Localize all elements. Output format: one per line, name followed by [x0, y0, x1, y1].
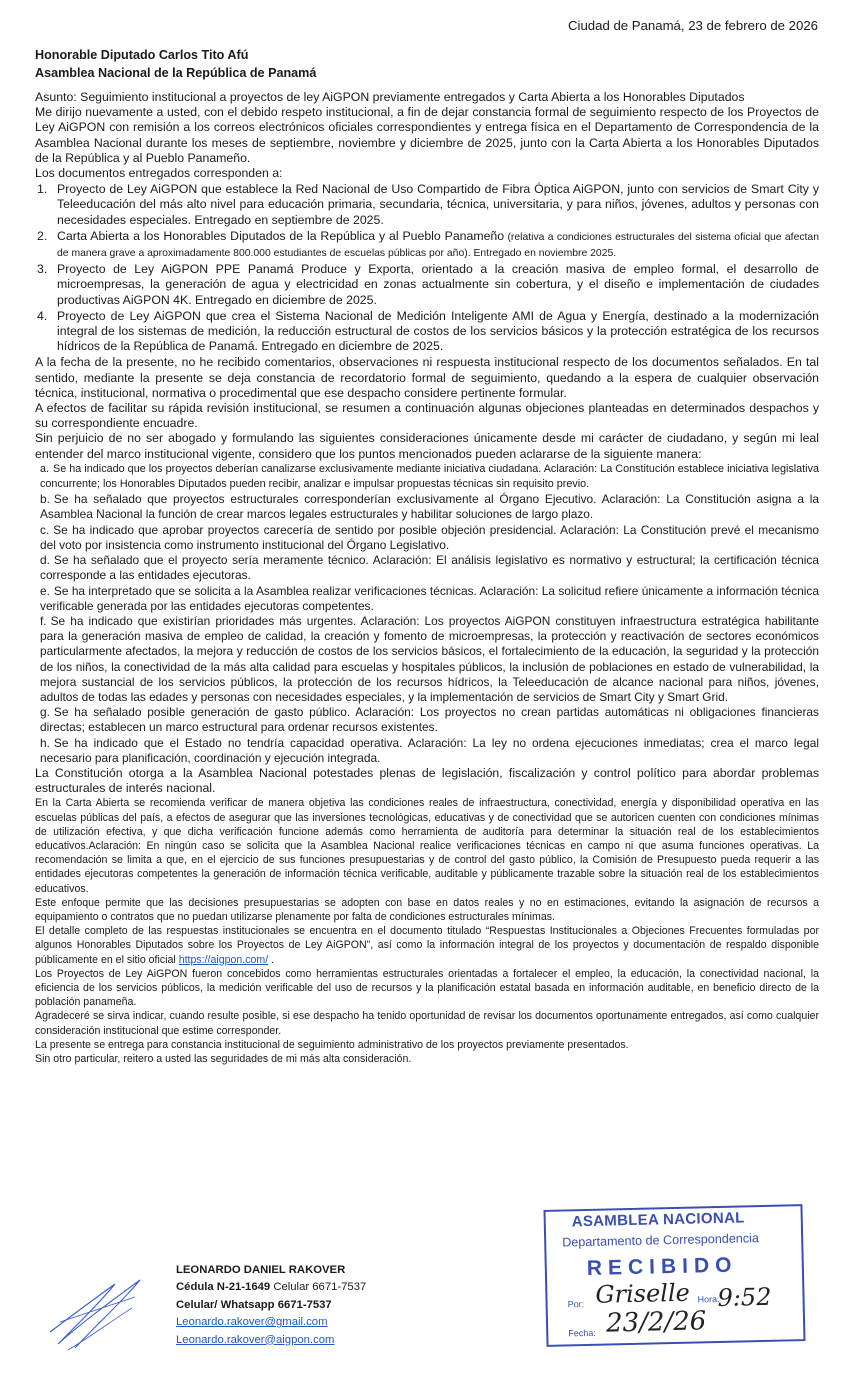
- stamp-por-value: Griselle: [595, 1278, 691, 1309]
- paragraph-text: El detalle completo de las respuestas institucionales se encuentra en el documento titulado “Respuestas Institucionales a Objeciones Frecuentes formuladas por algunos Honorables Diputados sobre los Proyectos de Ley AiGPON”, así como la información integral de los proyectos y documentación de respaldo disponible públicamente en el sitio oficial: [35, 925, 819, 966]
- objection-item: [35, 736, 819, 766]
- objection-item: [35, 523, 819, 553]
- document-text: Proyecto de Ley AiGPON que establece la Red Nacional de Uso Compartido de Fibra Óptica AiGPON, junto con servicios de Smart City y Teleeducación del más alto nivel para educación primaria, secundaria, técnica, universitaria, y para niños, jóvenes, adultos y personas con necesidades especiales. Entregado en septiembre de 2025.: [57, 182, 819, 227]
- objection-item: [35, 584, 819, 614]
- received-stamp: [543, 1204, 805, 1347]
- paragraph: A efectos de facilitar su rápida revisión institucional, se resumen a continuación algunas objeciones planteadas en determinados despachos y su correspondiente encuadre.: [35, 401, 819, 431]
- stamp-por-label: Por:: [567, 1299, 585, 1310]
- paragraph: Los documentos entregados corresponden a:: [35, 166, 283, 181]
- document-number: 2.: [37, 228, 48, 243]
- signer-email-link[interactable]: Leonardo.rakover@aigpon.com: [176, 1333, 335, 1346]
- objection-text: Se ha señalado que proyectos estructurales corresponderían exclusivamente al Órgano Ejecutivo. Aclaración: La Constitución asigna a la Asamblea Nacional la función de crear marcos legales estructurales y habilitar soluciones de largo plazo.: [40, 492, 819, 522]
- objection-key: h.: [40, 735, 50, 750]
- objection-key: g.: [40, 705, 50, 720]
- objection-key: a.: [40, 462, 50, 475]
- signer-phone: Celular 6671-7537: [270, 1281, 367, 1294]
- document-note: (relativa a condiciones estructurales del sistema oficial que afectan de manera grave a aproximadamente 800.000 estudiantes de escuelas públicas por año). Entregado en noviembre 2025.: [57, 231, 819, 260]
- stamp-hora-label: Hora:: [697, 1293, 720, 1305]
- document-item: [35, 262, 819, 308]
- paragraph: A la fecha de la presente, no he recibido comentarios, observaciones ni respuesta institucional respecto de los documentos señalados. En tal sentido, mediante la presente se deja constancia de recordatorio formal de seguimiento, quedando a la espera de cualquier observación técnica, institucional, normativa o procedimental que ese despacho considere pertinente formular.: [35, 355, 819, 400]
- document-number: 1.: [37, 182, 48, 197]
- handwritten-signature: [40, 1262, 160, 1357]
- website-link[interactable]: https://aigpon.com/: [178, 953, 269, 966]
- objection-item: [35, 614, 819, 705]
- signature-block: [176, 1262, 366, 1349]
- paragraph: [35, 924, 819, 967]
- letter-body: [35, 90, 819, 1066]
- signer-whatsapp: Celular/ Whatsapp 6671-7537: [176, 1298, 332, 1311]
- objection-key: e.: [40, 583, 50, 598]
- stamp-fecha-value: 23/2/26: [605, 1306, 707, 1339]
- recipient-block: [35, 46, 316, 82]
- objection-item: [35, 705, 819, 735]
- document-item: [35, 309, 819, 355]
- letter-date: Ciudad de Panamá, 23 de febrero de 2026: [567, 18, 818, 33]
- objection-text: Se ha indicado que los proyectos deberían canalizarse exclusivamente mediante iniciativa ciudadana. Aclaración: La Constitución establece iniciativa legislativa concurrente; los Honorables Diputados pueden recibir, analizar e impulsar propuestas técnicas sin requisito previo.: [40, 462, 819, 491]
- recipient-name: Honorable Diputado Carlos Tito Afú: [35, 48, 249, 62]
- paragraph: Sin otro particular, reitero a usted las seguridades de mi más alta consideración.: [35, 1053, 412, 1065]
- objection-text: Se ha interpretado que se solicita a la Asamblea realizar verificaciones técnicas. Aclaración: La solicitud refiere únicamente a información técnica verificable generada por las entidades ejecutoras competentes.: [40, 583, 819, 613]
- paragraph: La Constitución otorga a la Asamblea Nacional potestades plenas de legislación, fiscalización y control político para abordar problemas estructurales de interés nacional.: [35, 765, 819, 796]
- document-item: [35, 182, 819, 228]
- objection-text: Se ha señalado que el proyecto sería meramente técnico. Aclaración: El análisis legislativo es normativo y estructural; la certificación técnica corresponde a las entidades ejecutoras.: [40, 553, 819, 583]
- paragraph: En la Carta Abierta se recomienda verificar de manera objetiva las condiciones reales de infraestructura, conectividad, energía y disponibilidad operativa en las escuelas públicas del país, a efectos de asegurar que las inversiones tecnológicas, educativas y de conectividad que se autoricen cuenten con condiciones mínimas de utilización efectiva, y que dicha verificación funcione además como herramienta de auditoría para determinar la situación real de los establecimientos educativos.Aclaración: En ningún caso se solicita que la Asamblea Nacional realice verificaciones técnicas en campo ni que asuma funciones operativas. La recomendación se limita a que, en el ejercicio de sus funciones presupuestarias y de control del gasto público, la Comisión de Presupuesto pueda requerir a las entidades ejecutoras competentes la generación de información técnica verificable, auditable y públicamente trazable sobre la situación real de los establecimientos educativos.: [35, 797, 819, 895]
- signer-email-link[interactable]: Leonardo.rakover@gmail.com: [176, 1316, 328, 1329]
- paragraph: La presente se entrega para constancia institucional de seguimiento administrativo de los proyectos previamente presentados.: [35, 1038, 629, 1051]
- paragraph: Agradeceré se sirva indicar, cuando resulte posible, si ese despacho ha tenido oportunidad de revisar los documentos oportunamente entregados, así como cualquier consideración institucional que estime corresponder.: [35, 1010, 819, 1037]
- stamp-status: RECIBIDO: [586, 1253, 738, 1280]
- stamp-fecha-label: Fecha:: [568, 1327, 596, 1339]
- objection-text: Se ha indicado que el Estado no tendría capacidad operativa. Aclaración: La ley no ordena ejecuciones inmediatas; crea el marco legal necesario para planificación, coordinación y ejecución integrada.: [40, 735, 819, 765]
- paragraph: Me dirijo nuevamente a usted, con el debido respeto institucional, a fin de dejar constancia formal de seguimiento respecto de los Proyectos de Ley AiGPON con remisión a los correos electrónicos oficiales correspondientes y entrega física en el Departamento de Correspondencia de la Asamblea Nacional durante los meses de septiembre, noviembre y diciembre de 2025, junto con la Carta Abierta a los Honorables Diputados de la República y al Pueblo Panameño.: [35, 105, 819, 165]
- stamp-hora-value: 9:52: [717, 1282, 772, 1313]
- objection-text: Se ha señalado posible generación de gasto público. Aclaración: Los proyectos no crean partidas automáticas ni obligaciones financieras directas; establecen un marco estructural para ordenar recursos existentes.: [40, 705, 819, 735]
- paragraph-text: .: [268, 953, 275, 966]
- paragraph: Los Proyectos de Ley AiGPON fueron concebidos como herramientas estructurales orientadas a fortalecer el empleo, la educación, la conectividad nacional, la eficiencia de los servicios públicos, la medición verificable del uso de recursos y la planificación estatal basada en información auditable, en beneficio directo de la población panameña.: [35, 967, 819, 1009]
- document-text: Carta Abierta a los Honorables Diputados de la República y al Pueblo Panameño: [57, 228, 505, 243]
- paragraph: Sin perjuicio de no ser abogado y formulando las siguientes consideraciones únicamente desde mi carácter de ciudadano, y según mi leal entender del marco institucional vigente, considero que los puntos mencionados pueden aclararse de la siguiente manera:: [35, 431, 819, 461]
- document-number: 3.: [37, 262, 48, 277]
- objection-item: [35, 492, 819, 522]
- paragraph: Este enfoque permite que las decisiones presupuestarias se adopten con base en datos reales y no en estimaciones, evitando la asignación de recursos a equipamiento o contratos que no puedan utilizarse plenamente por falta de condiciones estructurales mínimas.: [35, 896, 819, 923]
- objection-item: [35, 462, 819, 492]
- objection-item: [35, 553, 819, 583]
- objection-key: f.: [40, 613, 47, 628]
- signer-id-line: [176, 1279, 366, 1296]
- subject-line: Asunto: Seguimiento institucional a proyectos de ley AiGPON previamente entregados y Carta Abierta a los Honorables Diputados: [35, 90, 745, 104]
- signer-name: LEONARDO DANIEL RAKOVER: [176, 1264, 346, 1276]
- recipient-org: Asamblea Nacional de la República de Panamá: [35, 66, 317, 80]
- stamp-org: ASAMBLEA NACIONAL: [571, 1209, 745, 1231]
- objection-key: d.: [40, 553, 50, 568]
- signer-cedula: Cédula N-21-1649: [176, 1281, 271, 1294]
- objection-key: b.: [40, 492, 50, 507]
- document-text: Proyecto de Ley AiGPON PPE Panamá Produce y Exporta, orientado a la creación masiva de empleo formal, el desarrollo de microempresas, la generación de agua y electricidad en zonas actualmente sin cobertura, y el diseño e implementación de ciudades productivas AiGPON 4K. Entregado en diciembre de 2025.: [57, 262, 819, 307]
- document-item: [35, 229, 819, 261]
- objection-key: c.: [40, 522, 50, 537]
- stamp-dept: Departamento de Correspondencia: [562, 1231, 760, 1250]
- objection-text: Se ha indicado que aprobar proyectos carecería de sentido por posible objeción presidencial. Aclaración: La Constitución prevé el mecanismo del voto por insistencia como instrumento institucional del Órgano Legislativo.: [40, 522, 819, 552]
- document-text: Proyecto de Ley AiGPON que crea el Sistema Nacional de Medición Inteligente AMI de Agua y Energía, destinado a la modernización integral de los sistemas de medición, la reducción estructural de costos de los servicios básicos y la protección estratégica de los recursos hídricos de la República de Panamá. Entregado en diciembre de 2025.: [57, 308, 819, 354]
- objection-text: Se ha indicado que existirían prioridades más urgentes. Aclaración: Los proyectos AiGPON constituyen infraestructura estratégica habilitante para la generación masiva de empleo de calidad, la creación y fomento de microempresas, la protección y reactivación de sectores económicos particularmente afectados, la mejora y reducción de costos de los servicios básicos, el fortalecimiento de la educación, la seguridad y la protección de los niños, la conectividad de la más alta calidad para escuelas y hospitales públicos, la inclusión de poblaciones en estado de vulnerabilidad, la mejora sustancial de los servicios públicos, la protección de los recursos hídricos, la Teleeducación de alcance nacional para niños, jóvenes, adultos de todas las edades y personas con necesidades especiales, y la implementación de servicios de Smart City y Smart Grid.: [40, 613, 819, 704]
- document-number: 4.: [37, 308, 48, 323]
